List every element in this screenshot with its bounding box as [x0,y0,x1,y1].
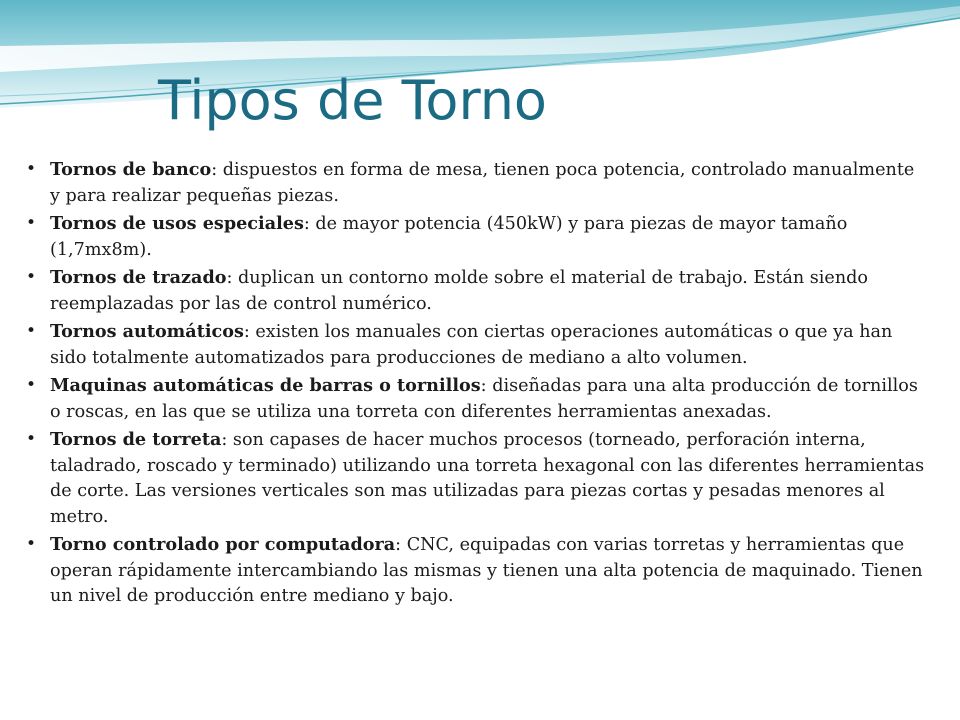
bullet-text: : existen los manuales con ciertas operaciones automáticas o que ya han sido totalmente automatizados para producciones de mediano a alto volumen. [50,322,893,368]
bullet-item [26,211,926,263]
bullet-term: Tornos de torreta [50,429,222,450]
bullet-term: Tornos de trazado [50,267,227,288]
bullet-item [26,319,926,371]
bullet-term: Tornos de banco [50,159,212,180]
bullet-term: Maquinas automáticas de barras o tornillos [50,375,481,396]
bullet-term: Torno controlado por computadora [50,534,396,555]
bullet-list [26,157,926,612]
bullet-term: Tornos automáticos [50,321,244,342]
slide-title: Tipos de Torno [158,69,547,132]
bullet-text: : duplican un contorno molde sobre el material de trabajo. Están siendo reemplazadas por las de control numérico. [50,268,869,314]
bullet-item [26,427,926,530]
bullet-item [26,373,926,425]
bullet-text: : de mayor potencia (450kW) y para piezas de mayor tamaño (1,7mx8m). [50,214,848,260]
bullet-text: : diseñadas para una alta producción de tornillos o roscas, en las que se utiliza una torreta con diferentes herramientas anexadas. [50,376,918,422]
bullet-item [26,265,926,317]
bullet-term: Tornos de usos especiales [50,213,304,234]
bullet-item [26,157,926,209]
bullet-item [26,532,926,610]
bullet-text: : CNC, equipadas con varias torretas y herramientas que operan rápidamente intercambiando las mismas y tienen una alta potencia de maquinado. Tienen un nivel de producción entre mediano y bajo. [50,535,923,606]
bullet-text: : son capases de hacer muchos procesos (torneado, perforación interna, taladrado, roscado y terminado) utilizando una torreta hexagonal con las diferentes herramientas de corte. Las versiones verticales son mas utilizadas para piezas cortas y pesadas menores al metro. [50,430,925,527]
bullet-text: : dispuestos en forma de mesa, tienen poca potencia, controlado manualmente y para realizar pequeñas piezas. [50,160,915,206]
